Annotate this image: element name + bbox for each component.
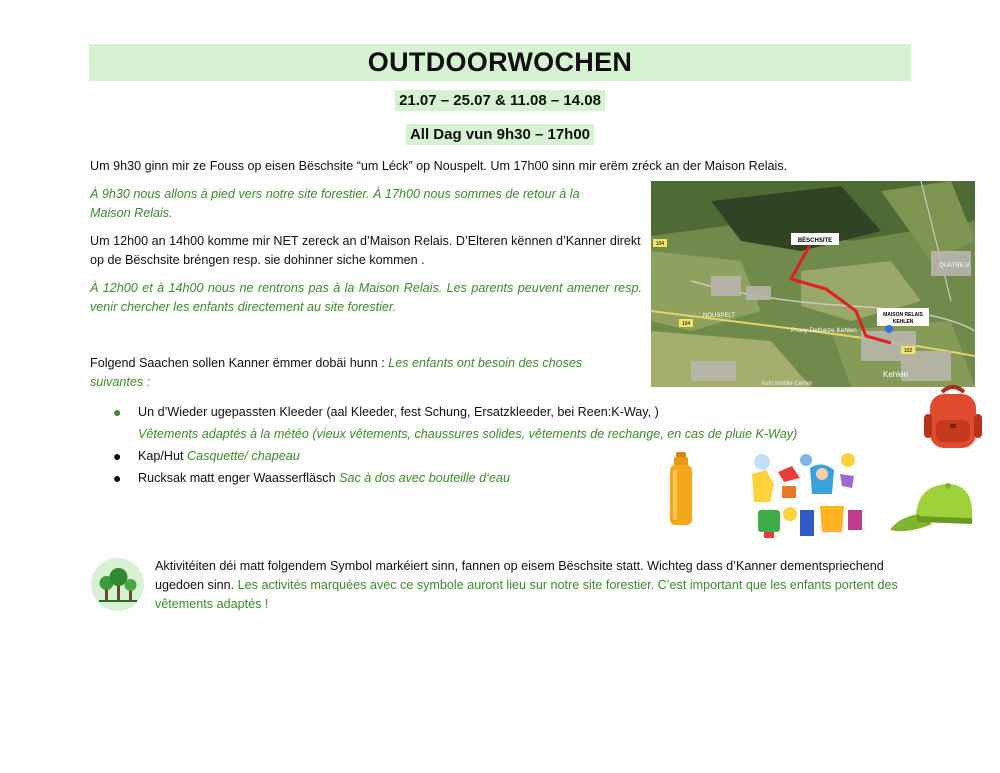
intro-fr: À 9h30 nous allons à pied vers notre site forestier. À 17h00 nous sommes de retour à la Maison Relais. xyxy=(90,187,580,220)
item-lb: Kap/Hut xyxy=(138,449,184,463)
route-map xyxy=(651,181,975,387)
intro-lb: Um 9h30 ginn mir ze Fouss op eisen Bëschsite “um Léck” op Nouspelt. Um 17h00 sinn mir erëm zréck an der Maison Relais. xyxy=(90,159,788,173)
forest-note-lb: Aktivitéiten déi matt folgendem Symbol markéiert sinn, fannen op eisem Bëschsite statt. Wichteg dass d’Kanner dementspriechend ugedoen sinn. xyxy=(155,559,884,592)
item-fr: Sac à dos avec bouteille d‘eau xyxy=(339,471,510,485)
bullet-icon: ● xyxy=(113,404,122,420)
bullet-icon: ● xyxy=(113,470,122,486)
map-label-quatre: QUATRE-V xyxy=(939,263,970,269)
map-label-bottom: Auto Mobile Center xyxy=(761,381,813,387)
things-needed xyxy=(90,354,630,392)
cap-icon xyxy=(888,480,976,543)
map-road-102: 102 xyxy=(903,348,913,354)
date-range-text: 21.07 – 25.07 & 11.08 – 14.08 xyxy=(395,90,605,111)
daily-hours-text: All Dag vun 9h30 – 17h00 xyxy=(406,124,594,145)
item-fr: Vêtements adaptés à la météo (vieux vêtements, chaussures solides, vêtements de rechange, en cas de pluie K-Way) xyxy=(138,427,798,441)
bullet-icon: ● xyxy=(113,448,122,464)
forest-tree-icon xyxy=(97,567,139,608)
date-range xyxy=(0,92,1000,110)
item-lb: Rucksak matt enger Waasserfläsch xyxy=(138,471,336,485)
weather-clothes-icon xyxy=(748,452,866,545)
map-label-kehlen: Kehlen xyxy=(883,370,908,379)
lunch-lb: Um 12h00 an 14h00 komme mir NET zereck an d’Maison Relais. D’Elteren kënnen d’Kanner direkt op de Bëschsite bréngen resp. sie dohinner siche kommen . xyxy=(90,234,641,267)
things-fr: Les enfants ont besoin des choses suivantes : xyxy=(90,356,583,389)
map-road-104: 104 xyxy=(655,241,665,247)
forest-note xyxy=(155,557,915,614)
item-lb: Un d’Wieder ugepassten Kleeder (aal Kleeder, fest Schung, Ersatzkleeder, bei Reen:K-Way, ) xyxy=(138,405,659,419)
map-label-maison-2: KEHLEN xyxy=(892,319,914,325)
water-bottle-icon xyxy=(668,452,694,532)
things-lb: Folgend Saachen sollen Kanner ëmmer dobäi hunn : xyxy=(90,356,385,370)
daily-hours xyxy=(0,126,1000,144)
map-label-beschsite: BËSCHSITE xyxy=(797,238,833,244)
list-item xyxy=(110,401,910,445)
lunch-fr: À 12h00 et à 14h00 nous ne rentrons pas à la Maison Relais. Les parents peuvent amener resp. venir chercher les enfants directement au site forestier. xyxy=(90,281,642,314)
map-label-maison: MAISON RELAIS xyxy=(883,312,923,318)
map-label-proxy: Proxy Delhaize Kehlen xyxy=(791,327,857,334)
item-fr: Casquette/ chapeau xyxy=(187,449,300,463)
map-label-nouspelt: NOUSPELT xyxy=(703,313,735,319)
map-road-104b: 104 xyxy=(681,321,691,327)
page-title: OUTDOORWOCHEN xyxy=(367,47,633,77)
forest-note-fr: Les activités marquées avec ce symbole auront lieu sur notre site forestier. C’est important que les enfants portent des vêtements adaptés ! xyxy=(155,578,898,611)
backpack-icon xyxy=(922,384,984,457)
